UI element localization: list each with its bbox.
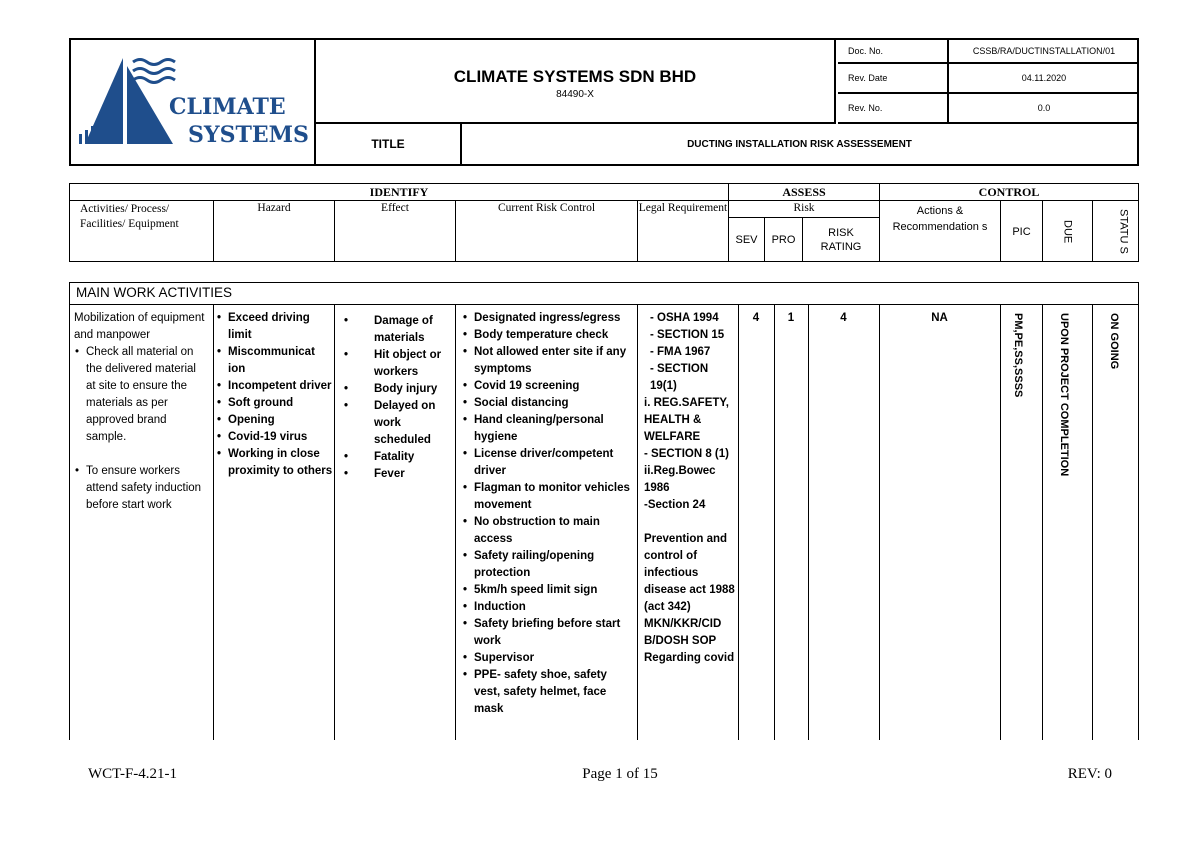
divider-7 [808,305,809,740]
divider-6 [774,305,775,740]
effect-text: Fever [374,468,405,480]
footer-revision: REV: 0 [1067,766,1112,782]
effect-text: Damage of materials [374,315,433,344]
legal-line: i. REG.SAFETY, HEALTH & WELFARE [644,397,729,443]
pic-value: PM,PE,SS,SSSS [1012,313,1024,398]
document-meta [838,40,1139,124]
divider-3 [455,305,456,740]
col-due [1042,200,1092,262]
control-item: • Safety railing/opening protection [462,548,634,582]
legal-line: - SECTION 19(1) [650,363,709,392]
company-logo [71,40,316,164]
group-control: CONTROL [879,184,1138,200]
col-effect: Effect [334,200,455,262]
effect-item: • Hit object or workers [344,349,442,378]
rev-no-label: Rev. No. [838,94,949,122]
column-header-table [69,183,1139,262]
hazard-item: • Covid-19 virus [216,429,333,446]
divider-10 [1042,305,1043,740]
activity-intro: Mobilization of equipment and manpower [74,312,205,341]
control-item: • Designated ingress/egress [462,310,634,327]
col-current-risk-control: Current Risk Control [455,200,637,262]
control-item: • Covid 19 screening [462,378,634,395]
hazard-item: • Working in close proximity to others [216,446,333,480]
legal-line: - OSHA 1994 [650,312,719,324]
hazard-item: • Miscommunicat ion [216,344,333,378]
control-item: • Induction [462,599,634,616]
status-value: ON GOING [1108,313,1120,370]
control-item: • PPE- safety shoe, safety vest, safety helmet, face mask [462,667,634,718]
col-risk: Risk [728,200,879,217]
title-value: DUCTING INSTALLATION RISK ASSESSEMENT [687,138,912,150]
control-item: • Social distancing [462,395,634,412]
document-header [69,38,1139,166]
legal-line: Prevention and control of infectious disease act 1988 (act 342) MKN/KKR/CID B/DOSH SOP Regarding covid [644,533,735,664]
control-item: • 5km/h speed limit sign [462,582,634,599]
doc-no-row [838,40,1139,64]
rev-no-row [838,94,1139,124]
hazard-list [216,310,333,480]
effect-item: • Delayed on work scheduled [344,400,436,446]
main-work-activities-section [69,282,1139,740]
control-item: • Body temperature check [462,327,634,344]
divider-11 [1092,305,1093,740]
effect-item: • Body injury [344,383,438,395]
legal-line: - FMA 1967 [650,346,711,358]
divider-8 [879,305,880,740]
divider-5 [738,305,739,740]
footer-page-number: Page 1 of 15 [582,766,658,782]
col-hazard: Hazard [213,200,334,262]
group-identify: IDENTIFY [369,185,429,199]
col-risk-rating: RISK RATING [802,217,879,262]
logo-text-systems: SYSTEMS [188,122,309,148]
col-pic: PIC [1000,200,1042,262]
control-item: • Not allowed enter site if any symptoms [462,344,634,378]
legal-line: ii.Reg.Bowec 1986 [644,465,716,494]
activity-cell [74,310,208,514]
hazard-item: • Incompetent driver [216,378,333,395]
col-sev: SEV [728,217,764,262]
col-activities: Activities/ Process/ Facilities/ Equipment [70,200,213,262]
effect-text: Body injury [374,383,438,395]
logo-text-climate: CLIMATE [169,94,286,120]
hazard-item: • Soft ground [216,395,333,412]
hazard-item: • Opening [216,412,333,429]
company-block [316,40,836,124]
col-legal: Legal Requirement [637,200,728,262]
col-actions: Actions & Recommendation s [879,200,1000,262]
divider-2 [334,305,335,740]
logo-graphic [71,40,316,164]
legal-line: - SECTION 15 [650,329,725,341]
activity-item: • To ensure workers attend safety induction before start work [74,463,208,514]
company-registration: 84490-X [556,89,594,100]
effect-item: • Fever [344,468,405,480]
group-assess: ASSESS [728,184,879,200]
effect-item: • Fatality [344,451,415,463]
footer-form-number: WCT-F-4.21-1 [88,766,178,782]
effect-list [344,313,452,483]
sev-value: 4 [752,312,760,324]
col-status [1092,200,1138,262]
actions-value: NA [931,312,948,324]
control-item: • No obstruction to main access [462,514,634,548]
rev-no-value: 0.0 [1037,103,1051,113]
effect-text: Hit object or workers [374,349,442,378]
rev-date-row [838,64,1139,94]
divider-9 [1000,305,1001,740]
control-item: • Safety briefing before start work [462,616,634,650]
control-item: • Supervisor [462,650,634,667]
control-item: • License driver/competent driver [462,446,634,480]
title-label: TITLE [316,124,462,164]
legal-line: - SECTION 8 (1) [644,448,729,460]
pro-value: 1 [787,312,795,324]
activity-item: • Check all material on the delivered material at site to ensure the materials as per approved brand sample. [74,344,208,446]
control-item: • Flagman to monitor vehicles movement [462,480,634,514]
col-pro: PRO [764,217,802,262]
divider-4 [637,305,638,740]
due-value: UPON PROJECT COMPLETION [1058,313,1070,477]
section-title: MAIN WORK ACTIVITIES [70,283,1138,305]
doc-no-label: Doc. No. [838,40,949,62]
control-item: • Hand cleaning/personal hygiene [462,412,634,446]
risk-rating-value: 4 [840,312,847,324]
col-due-text: DUE [1061,219,1074,244]
rev-date-value: 04.11.2020 [1021,73,1067,83]
rev-date-label: Rev. Date [838,64,949,92]
company-name: CLIMATE SYSTEMS SDN BHD [453,67,697,86]
effect-text: Delayed on work scheduled [374,400,436,446]
effect-item: • Damage of materials [344,315,433,344]
legal-spacer [644,514,736,531]
legal-cell [644,310,736,667]
doc-no-value: CSSB/RA/DUCTINSTALLATION/01 [972,46,1116,56]
control-list [462,310,634,718]
divider-1 [213,305,214,740]
effect-text: Fatality [374,451,415,463]
col-status-text: STATU S [1117,209,1130,254]
hazard-item: • Exceed driving limit [216,310,333,344]
legal-line: -Section 24 [644,499,706,511]
